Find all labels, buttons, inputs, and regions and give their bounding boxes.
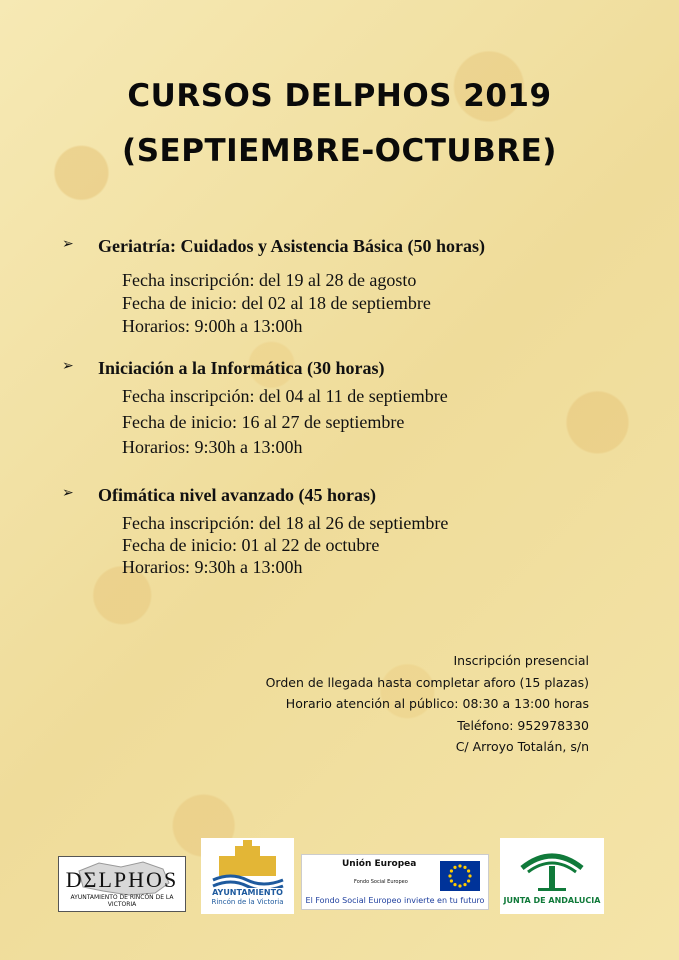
course-start-dates: Fecha de inicio: del 02 al 18 de septiembre [122, 293, 431, 313]
ayuntamiento-logo [201, 838, 294, 914]
course-schedule: Horarios: 9:30h a 13:00h [122, 437, 303, 457]
poster-title: CURSOS DELPHOS 2019 [127, 78, 552, 114]
sponsor-logos [0, 836, 679, 916]
castle-icon [201, 838, 294, 888]
course-schedule: Horarios: 9:00h a 13:00h [122, 316, 303, 336]
eu-heading: Unión Europea [342, 859, 417, 869]
course-title: Geriatría: Cuidados y Asistencia Básica (50 horas) [98, 236, 485, 256]
junta-emblem-icon [500, 838, 604, 898]
delphos-subtitle: AYUNTAMIENTO DE RINCÓN DE LA VICTORIA [70, 894, 174, 908]
eu-logo [301, 854, 489, 910]
course-title: Ofimática nivel avanzado (45 horas) [98, 485, 376, 505]
info-phone: Teléfono: 952978330 [457, 717, 589, 733]
info-address: C/ Arroyo Totalán, s/n [455, 739, 589, 754]
course-start-dates: Fecha de inicio: 16 al 27 de septiembre [122, 412, 405, 432]
info-capacity: Orden de llegada hasta completar aforo (15 plazas) [265, 674, 589, 690]
course-schedule: Horarios: 9:30h a 13:00h [122, 557, 303, 577]
ayuntamiento-name: AYUNTAMIENTO [212, 888, 283, 897]
course-geriatria [62, 236, 622, 336]
eu-fund-name: Fondo Social Europeo [354, 879, 408, 885]
course-ofimatica [62, 485, 622, 577]
junta-andalucia-logo [500, 838, 604, 914]
info-registration-mode: Inscripción presencial [453, 653, 589, 668]
bullet-arrow-icon: ➢ [62, 485, 74, 501]
junta-name: JUNTA DE ANDALUCIA [503, 896, 601, 905]
contact-info [266, 650, 589, 758]
course-registration-dates: Fecha inscripción: del 18 al 26 de septiembre [122, 513, 449, 533]
course-start-dates: Fecha de inicio: 01 al 22 de octubre [122, 535, 380, 555]
poster-subtitle: (SEPTIEMBRE-OCTUBRE) [122, 133, 557, 169]
ayuntamiento-town: Rincón de la Victoria [211, 898, 284, 906]
info-office-hours: Horario atención al público: 08:30 a 13:00 horas [285, 696, 589, 711]
bullet-arrow-icon: ➢ [62, 236, 74, 252]
bullet-arrow-icon: ➢ [62, 358, 74, 374]
course-informatica [62, 358, 622, 457]
eu-flag-icon [440, 861, 480, 891]
delphos-logo [58, 856, 186, 912]
course-registration-dates: Fecha inscripción: del 04 al 11 de septiembre [122, 386, 448, 406]
course-registration-dates: Fecha inscripción: del 19 al 28 de agosto [122, 270, 417, 290]
eu-slogan: El Fondo Social Europeo invierte en tu futuro [305, 896, 485, 905]
course-title: Iniciación a la Informática (30 horas) [98, 358, 385, 378]
delphos-wordmark: DΣLPHOS [65, 867, 179, 892]
